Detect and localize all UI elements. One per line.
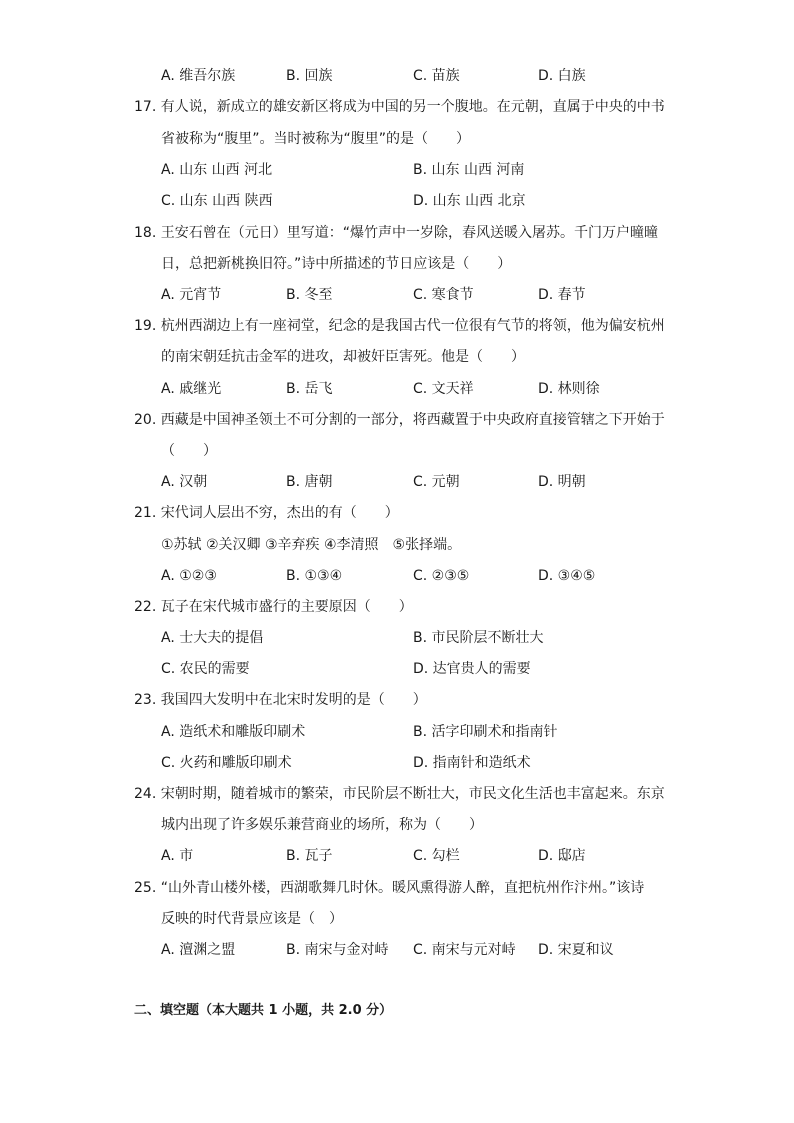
q23-option-c: C. 火药和雕版印刷术 xyxy=(161,755,292,771)
q24-option-b: B. 瓦子 xyxy=(286,848,333,864)
q22-option-b: B. 市民阶层不断壮大 xyxy=(413,630,544,646)
q21-option-b: B. ①③④ xyxy=(286,568,343,584)
q23-stem-line-1: 23. 我国四大发明中在北宋时发明的是（ ） xyxy=(134,692,427,708)
q25-stem-line-2: 反映的时代背景应该是（ ） xyxy=(161,911,343,927)
q24-stem-line-2: 城内出现了许多娱乐兼营商业的场所，称为（ ） xyxy=(161,817,483,833)
q19-option-c: C. 文天祥 xyxy=(413,381,474,397)
q21-stem-line-1: 21. 宋代词人层出不穷，杰出的有（ ） xyxy=(134,505,399,521)
q17-stem-line-1: 17. 有人说，新成立的雄安新区将成为中国的另一个腹地。在元朝，直属于中央的中书 xyxy=(134,99,665,115)
q25-option-b: B. 南宋与金对峙 xyxy=(286,942,389,958)
q20-option-c: C. 元朝 xyxy=(413,474,460,490)
q21-option-c: C. ②③⑤ xyxy=(413,568,470,584)
q24-option-d: D. 邸店 xyxy=(538,848,586,864)
q16-option-d: D. 白族 xyxy=(538,68,586,84)
q19-stem-line-1: 19. 杭州西湖边上有一座祠堂，纪念的是我国古代一位很有气节的将领，他为偏安杭州 xyxy=(134,318,665,334)
q20-stem-line-2: （ ） xyxy=(161,443,217,459)
q25-option-c: C. 南宋与元对峙 xyxy=(413,942,516,958)
q16-option-a: A. 维吾尔族 xyxy=(161,68,236,84)
q18-option-c: C. 寒食节 xyxy=(413,287,474,303)
q22-stem-line-1: 22. 瓦子在宋代城市盛行的主要原因（ ） xyxy=(134,599,413,615)
q21-option-a: A. ①②③ xyxy=(161,568,217,584)
q22-option-d: D. 达官贵人的需要 xyxy=(413,661,531,677)
q22-option-c: C. 农民的需要 xyxy=(161,661,250,677)
q24-option-c: C. 勾栏 xyxy=(413,848,460,864)
q17-stem-line-2: 省被称为“腹里”。当时被称为“腹里”的是（ ） xyxy=(161,131,471,147)
q19-option-d: D. 林则徐 xyxy=(538,381,600,397)
q20-stem-line-1: 20. 西藏是中国神圣领土不可分割的一部分，将西藏置于中央政府直接管辖之下开始于 xyxy=(134,412,665,428)
q24-stem-line-1: 24. 宋朝时期，随着城市的繁荣，市民阶层不断壮大，市民文化生活也丰富起来。东京 xyxy=(134,786,665,802)
q23-option-d: D. 指南针和造纸术 xyxy=(413,755,531,771)
q20-option-a: A. 汉朝 xyxy=(161,474,208,490)
q22-option-a: A. 士大夫的提倡 xyxy=(161,630,264,646)
section-2-title: 二、填空题（本大题共 1 小题，共 2.0 分） xyxy=(134,1003,393,1018)
q18-option-d: D. 春节 xyxy=(538,287,586,303)
q23-option-a: A. 造纸术和雕版印刷术 xyxy=(161,724,306,740)
q25-option-a: A. 澶渊之盟 xyxy=(161,942,236,958)
q20-option-b: B. 唐朝 xyxy=(286,474,333,490)
q19-option-b: B. 岳飞 xyxy=(286,381,333,397)
q17-option-b: B. 山东 山西 河南 xyxy=(413,162,525,178)
q21-stem-line-2: ①苏轼 ②关汉卿 ③辛弃疾 ④李清照 ⑤张择端。 xyxy=(161,537,462,553)
q20-option-d: D. 明朝 xyxy=(538,474,586,490)
q24-option-a: A. 市 xyxy=(161,848,194,864)
q18-stem-line-1: 18. 王安石曾在（元日）里写道：“爆竹声中一岁除，春风送暖入屠苏。千门万户曈曈 xyxy=(134,225,658,241)
q19-stem-line-2: 的南宋朝廷抗击金军的进攻，却被奸臣害死。他是（ ） xyxy=(161,349,525,365)
q25-stem-line-1: 25. “山外青山楼外楼，西湖歌舞几时休。暖风熏得游人醉，直把杭州作汴州。”该诗 xyxy=(134,880,645,896)
q17-option-a: A. 山东 山西 河北 xyxy=(161,162,273,178)
q25-option-d: D. 宋夏和议 xyxy=(538,942,614,958)
q18-option-a: A. 元宵节 xyxy=(161,287,222,303)
q21-option-d: D. ③④⑤ xyxy=(538,568,596,584)
q23-option-b: B. 活字印刷术和指南针 xyxy=(413,724,558,740)
q16-option-c: C. 苗族 xyxy=(413,68,460,84)
q17-option-c: C. 山东 山西 陕西 xyxy=(161,193,273,209)
q17-option-d: D. 山东 山西 北京 xyxy=(413,193,526,209)
q18-option-b: B. 冬至 xyxy=(286,287,333,303)
q19-option-a: A. 戚继光 xyxy=(161,381,222,397)
q18-stem-line-2: 日，总把新桃换旧符。”诗中所描述的节日应该是（ ） xyxy=(161,256,512,272)
q16-option-b: B. 回族 xyxy=(286,68,333,84)
